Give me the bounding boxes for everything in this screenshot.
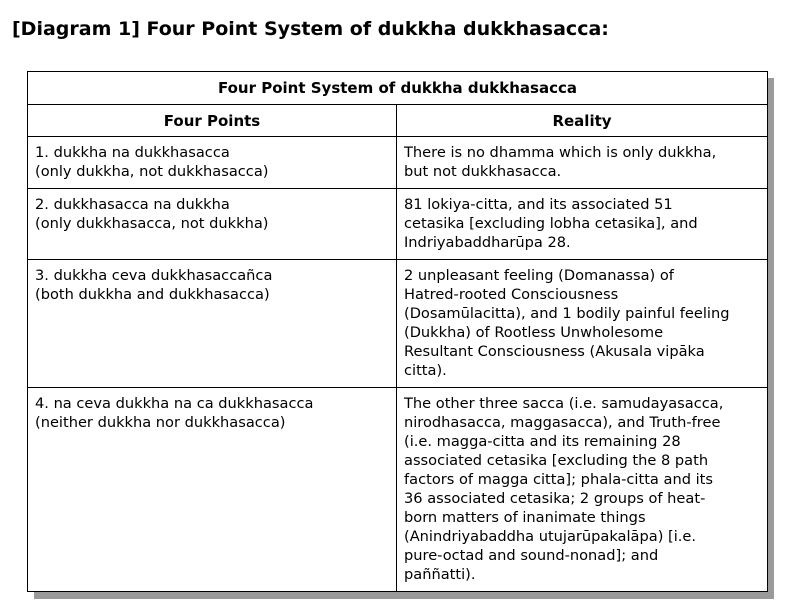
table-row <box>28 189 768 260</box>
diagram-heading: [Diagram 1] Four Point System of dukkha dukkhasacca: <box>12 18 609 40</box>
point-line: (both dukkha and dukkhasacca) <box>35 286 270 303</box>
reality-line: The other three sacca (i.e. samudayasacca, <box>404 395 724 412</box>
reality-line: citta). <box>404 362 447 379</box>
reality-line: 36 associated cetasika; 2 groups of heat- <box>404 490 706 507</box>
reality-line: Hatred-rooted Consciousness <box>404 286 619 303</box>
reality-line: paññatti). <box>404 566 476 583</box>
point-line: (only dukkhasacca, not dukkha) <box>35 215 269 232</box>
table-row <box>28 388 768 592</box>
table-row <box>28 260 768 388</box>
point-line: (only dukkha, not dukkhasacca) <box>35 163 269 180</box>
caption-row <box>28 72 768 105</box>
reality-cell <box>397 137 768 189</box>
reality-line: 81 lokiya-citta, and its associated 51 <box>404 196 673 213</box>
reality-cell <box>397 189 768 260</box>
reality-line: pure-octad and sound-nonad]; and <box>404 547 659 564</box>
reality-line: (Dosamūlacitta), and 1 bodily painful feeling <box>404 305 730 322</box>
point-line: 2. dukkhasacca na dukkha <box>35 196 230 213</box>
point-cell <box>28 260 397 388</box>
reality-cell <box>397 388 768 592</box>
reality-line: factors of magga citta]; phala-citta and its <box>404 471 713 488</box>
point-cell <box>28 137 397 189</box>
header-row <box>28 105 768 137</box>
reality-cell <box>397 260 768 388</box>
reality-line: nirodhasacca, maggasacca), and Truth-free <box>404 414 721 431</box>
reality-line: associated cetasika [excluding the 8 path <box>404 452 709 469</box>
reality-line: but not dukkhasacca. <box>404 163 562 180</box>
table-caption: Four Point System of dukkha dukkhasacca <box>28 72 768 105</box>
point-cell <box>28 189 397 260</box>
header-four-points: Four Points <box>28 105 397 137</box>
reality-line: (Anindriyabaddha utujarūpakalāpa) [i.e. <box>404 528 697 545</box>
reality-line: 2 unpleasant feeling (Domanassa) of <box>404 267 674 284</box>
reality-line: (Dukkha) of Rootless Unwholesome <box>404 324 664 341</box>
point-line: 1. dukkha na dukkhasacca <box>35 144 230 161</box>
reality-line: (i.e. magga-citta and its remaining 28 <box>404 433 681 450</box>
point-line: 3. dukkha ceva dukkhasaccañca <box>35 267 273 284</box>
point-line: 4. na ceva dukkha na ca dukkhasacca <box>35 395 314 412</box>
header-reality: Reality <box>397 105 768 137</box>
point-cell <box>28 388 397 592</box>
table-row <box>28 137 768 189</box>
reality-line: cetasika [excluding lobha cetasika], and <box>404 215 698 232</box>
reality-line: Resultant Consciousness (Akusala vipāka <box>404 343 705 360</box>
reality-line: Indriyabaddharūpa 28. <box>404 234 571 251</box>
table-container <box>27 71 767 592</box>
reality-line: born matters of inanimate things <box>404 509 646 526</box>
reality-line: There is no dhamma which is only dukkha, <box>404 144 717 161</box>
point-line: (neither dukkha nor dukkhasacca) <box>35 414 286 431</box>
four-point-table <box>27 71 768 592</box>
